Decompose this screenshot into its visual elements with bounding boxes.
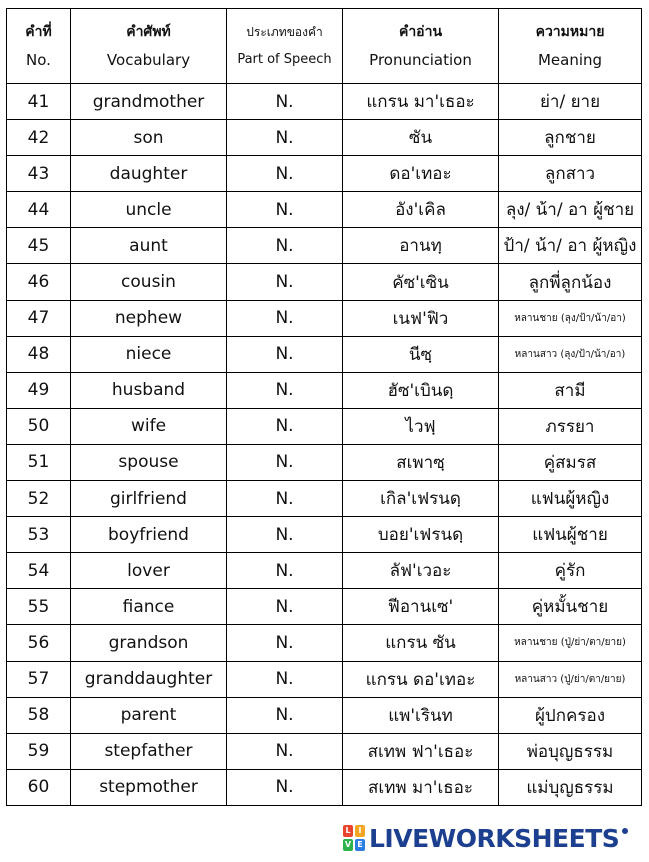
row-part-of-speech: N. bbox=[227, 192, 343, 228]
row-pronunciation: แพ'เรินท bbox=[343, 697, 499, 733]
row-meaning: ลูกชาย bbox=[499, 120, 642, 156]
row-meaning: ลุง/ น้า/ อา ผู้ชาย bbox=[499, 192, 642, 228]
row-meaning: ลูกสาว bbox=[499, 156, 642, 192]
table-row bbox=[7, 625, 642, 661]
table-row bbox=[7, 372, 642, 408]
row-vocabulary: uncle bbox=[71, 192, 227, 228]
table-row bbox=[7, 733, 642, 769]
row-meaning: พ่อบุญธรรม bbox=[499, 733, 642, 769]
row-pronunciation: สเทพ มา'เธอะ bbox=[343, 769, 499, 805]
row-pronunciation: แกรน ซัน bbox=[343, 625, 499, 661]
row-meaning: หลานสาว (ลุง/ป้า/น้า/อา) bbox=[499, 336, 642, 372]
row-part-of-speech: N. bbox=[227, 336, 343, 372]
row-part-of-speech: N. bbox=[227, 769, 343, 805]
badge-letter: L bbox=[343, 825, 353, 837]
row-number: 51 bbox=[7, 444, 71, 480]
brand-text: LIVEWORKSHEETS bbox=[369, 823, 620, 853]
row-pronunciation: แกรน มา'เธอะ bbox=[343, 84, 499, 120]
row-part-of-speech: N. bbox=[227, 517, 343, 553]
row-number: 42 bbox=[7, 120, 71, 156]
row-meaning: คู่รัก bbox=[499, 553, 642, 589]
table-row bbox=[7, 589, 642, 625]
row-number: 59 bbox=[7, 733, 71, 769]
row-pronunciation: อานทฺ bbox=[343, 228, 499, 264]
row-part-of-speech: N. bbox=[227, 733, 343, 769]
row-part-of-speech: N. bbox=[227, 300, 343, 336]
row-meaning: หลานสาว (ปู่/ย่า/ตา/ยาย) bbox=[499, 661, 642, 697]
row-pronunciation: ซัน bbox=[343, 120, 499, 156]
badge-letter: V bbox=[344, 840, 352, 849]
row-pronunciation: เกิล'เฟรนดฺ bbox=[343, 481, 499, 517]
header-meaning-thai: ความหมาย bbox=[535, 24, 605, 40]
row-number: 44 bbox=[7, 192, 71, 228]
row-meaning: ย่า/ ยาย bbox=[499, 84, 642, 120]
table-row bbox=[7, 481, 642, 517]
header-pronunciation-thai: คำอ่าน bbox=[398, 24, 443, 40]
row-meaning: หลานชาย (ปู่/ย่า/ตา/ยาย) bbox=[499, 625, 642, 661]
row-pronunciation: ไวฟฺ bbox=[343, 408, 499, 444]
row-vocabulary: niece bbox=[71, 336, 227, 372]
row-meaning: ผู้ปกครอง bbox=[499, 697, 642, 733]
row-part-of-speech: N. bbox=[227, 661, 343, 697]
header-part-of-speech bbox=[227, 9, 343, 84]
row-number: 46 bbox=[7, 264, 71, 300]
table-row bbox=[7, 264, 642, 300]
table-row bbox=[7, 553, 642, 589]
table-row bbox=[7, 192, 642, 228]
row-pronunciation: ฮัซ'เบินดฺ bbox=[343, 372, 499, 408]
row-pronunciation: ฟีอานเซ' bbox=[343, 589, 499, 625]
row-vocabulary: nephew bbox=[71, 300, 227, 336]
row-meaning: แม่บุญธรรม bbox=[499, 769, 642, 805]
row-pronunciation: ดอ'เทอะ bbox=[343, 156, 499, 192]
row-number: 50 bbox=[7, 408, 71, 444]
row-pronunciation: เนฟ'ฟิว bbox=[343, 300, 499, 336]
row-part-of-speech: N. bbox=[227, 625, 343, 661]
table-row bbox=[7, 120, 642, 156]
row-number: 60 bbox=[7, 769, 71, 805]
table-row bbox=[7, 517, 642, 553]
badge-letter: I bbox=[355, 825, 365, 837]
row-vocabulary: aunt bbox=[71, 228, 227, 264]
row-part-of-speech: N. bbox=[227, 264, 343, 300]
row-part-of-speech: N. bbox=[227, 84, 343, 120]
row-part-of-speech: N. bbox=[227, 372, 343, 408]
row-pronunciation: นีซฺ bbox=[343, 336, 499, 372]
table-row bbox=[7, 661, 642, 697]
row-vocabulary: cousin bbox=[71, 264, 227, 300]
header-vocabulary-en: Vocabulary bbox=[106, 51, 191, 69]
row-number: 57 bbox=[7, 661, 71, 697]
row-vocabulary: grandmother bbox=[71, 84, 227, 120]
row-part-of-speech: N. bbox=[227, 156, 343, 192]
row-pronunciation: ลัฟ'เวอะ bbox=[343, 553, 499, 589]
row-meaning: คู่สมรส bbox=[499, 444, 642, 480]
header-vocabulary bbox=[71, 9, 227, 84]
row-number: 58 bbox=[7, 697, 71, 733]
row-pronunciation: อัง'เคิล bbox=[343, 192, 499, 228]
row-part-of-speech: N. bbox=[227, 120, 343, 156]
table-row bbox=[7, 84, 642, 120]
row-part-of-speech: N. bbox=[227, 553, 343, 589]
row-meaning: ภรรยา bbox=[499, 408, 642, 444]
header-number-thai: คำที่ bbox=[25, 24, 52, 40]
row-pronunciation: คัซ'เซิน bbox=[343, 264, 499, 300]
row-meaning: คู่หมั้นชาย bbox=[499, 589, 642, 625]
vocabulary-table bbox=[6, 8, 642, 806]
table-row bbox=[7, 336, 642, 372]
row-part-of-speech: N. bbox=[227, 444, 343, 480]
table-row bbox=[7, 300, 642, 336]
table-row bbox=[7, 444, 642, 480]
live-badge-icon bbox=[343, 825, 367, 851]
row-number: 54 bbox=[7, 553, 71, 589]
row-vocabulary: girlfriend bbox=[71, 481, 227, 517]
badge-letter: E bbox=[355, 839, 365, 851]
row-part-of-speech: N. bbox=[227, 697, 343, 733]
row-meaning: สามี bbox=[499, 372, 642, 408]
table-header-row bbox=[7, 9, 642, 84]
row-meaning: แฟนผู้หญิง bbox=[499, 481, 642, 517]
header-number-en: No. bbox=[26, 51, 51, 69]
row-vocabulary: parent bbox=[71, 697, 227, 733]
row-pronunciation: บอย'เฟรนดฺ bbox=[343, 517, 499, 553]
table-row bbox=[7, 156, 642, 192]
row-vocabulary: daughter bbox=[71, 156, 227, 192]
row-meaning: หลานชาย (ลุง/ป้า/น้า/อา) bbox=[499, 300, 642, 336]
row-vocabulary: lover bbox=[71, 553, 227, 589]
header-pos-thai: ประเภทของคำ bbox=[246, 25, 323, 39]
row-number: 49 bbox=[7, 372, 71, 408]
row-number: 53 bbox=[7, 517, 71, 553]
row-vocabulary: stepmother bbox=[71, 769, 227, 805]
header-pronunciation bbox=[343, 9, 499, 84]
row-number: 41 bbox=[7, 84, 71, 120]
row-pronunciation: แกรน ดอ'เทอะ bbox=[343, 661, 499, 697]
row-meaning: แฟนผู้ชาย bbox=[499, 517, 642, 553]
row-vocabulary: son bbox=[71, 120, 227, 156]
row-meaning: ลูกพี่ลูกน้อง bbox=[499, 264, 642, 300]
row-part-of-speech: N. bbox=[227, 408, 343, 444]
row-number: 55 bbox=[7, 589, 71, 625]
row-part-of-speech: N. bbox=[227, 228, 343, 264]
header-number bbox=[7, 9, 71, 84]
row-vocabulary: stepfather bbox=[71, 733, 227, 769]
header-meaning-en: Meaning bbox=[537, 51, 603, 69]
header-meaning bbox=[499, 9, 642, 84]
row-number: 52 bbox=[7, 481, 71, 517]
row-number: 43 bbox=[7, 156, 71, 192]
row-part-of-speech: N. bbox=[227, 481, 343, 517]
row-vocabulary: granddaughter bbox=[71, 661, 227, 697]
brand-dot-icon bbox=[622, 828, 628, 834]
row-number: 48 bbox=[7, 336, 71, 372]
table-row bbox=[7, 408, 642, 444]
table-row bbox=[7, 228, 642, 264]
header-vocabulary-thai: คำศัพท์ bbox=[126, 24, 171, 40]
row-part-of-speech: N. bbox=[227, 589, 343, 625]
row-meaning: ป้า/ น้า/ อา ผู้หญิง bbox=[499, 228, 642, 264]
table-row bbox=[7, 769, 642, 805]
header-pos-en: Part of Speech bbox=[237, 52, 332, 67]
row-vocabulary: husband bbox=[71, 372, 227, 408]
row-vocabulary: boyfriend bbox=[71, 517, 227, 553]
row-vocabulary: fiance bbox=[71, 589, 227, 625]
table-row bbox=[7, 697, 642, 733]
row-vocabulary: spouse bbox=[71, 444, 227, 480]
liveworksheets-logo bbox=[343, 822, 628, 854]
row-vocabulary: grandson bbox=[71, 625, 227, 661]
row-number: 45 bbox=[7, 228, 71, 264]
header-pronunciation-en: Pronunciation bbox=[369, 51, 472, 69]
row-number: 56 bbox=[7, 625, 71, 661]
row-number: 47 bbox=[7, 300, 71, 336]
row-vocabulary: wife bbox=[71, 408, 227, 444]
row-pronunciation: สเพาซฺ bbox=[343, 444, 499, 480]
row-pronunciation: สเทพ ฟา'เธอะ bbox=[343, 733, 499, 769]
